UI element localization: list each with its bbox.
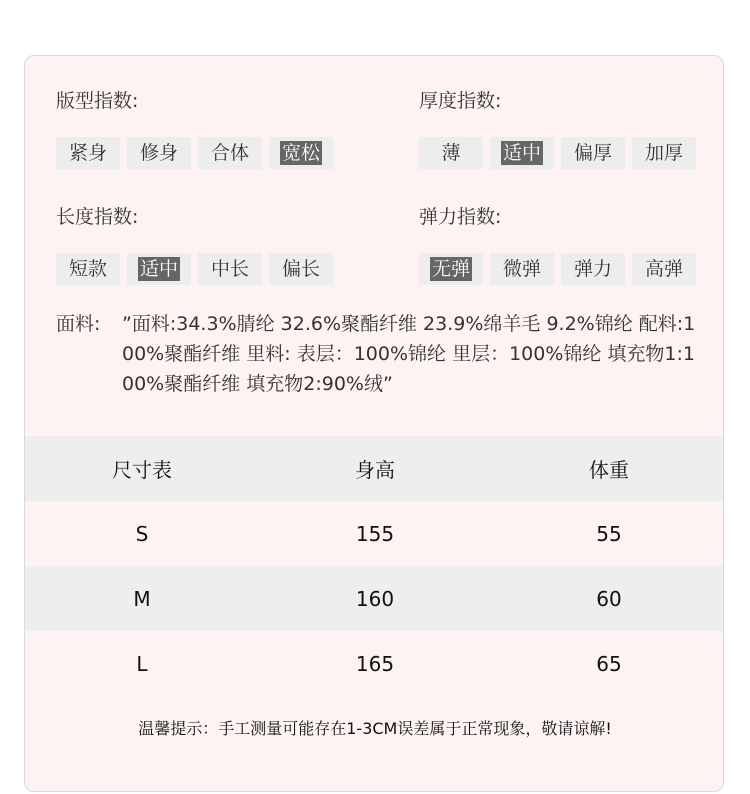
size-cell: L	[136, 651, 148, 676]
fabric-text: ”面料:34.3%腈纶 32.6%聚酯纤维 23.9%绵羊毛 9.2%锦纶 配料:100%聚酯纤维 里料: 表层：100%锦纶 里层：100%锦纶 填充物1:100%聚酯纤维 填充物2:90%绒”	[122, 313, 696, 395]
elasticity-index-title: 弹力指数:	[419, 206, 502, 228]
weight-cell: 55	[596, 521, 622, 546]
length-option	[269, 253, 333, 285]
weight-cell: 65	[596, 651, 622, 676]
header-weight: 体重	[589, 458, 629, 482]
size-cell: M	[133, 586, 151, 611]
fabric-label: 面料:	[56, 313, 101, 335]
fit-option-label: 宽松	[281, 142, 320, 164]
measurement-note: 温馨提示：手工测量可能存在1-3CM误差属于正常现象，敬请谅解!	[138, 719, 612, 738]
thickness-option-label: 适中	[502, 142, 541, 164]
length-option	[198, 253, 262, 285]
header-height: 身高	[355, 458, 395, 482]
thickness-index-group	[419, 89, 683, 164]
elasticity-option-label: 高弹	[644, 258, 683, 280]
height-cell: 155	[355, 521, 395, 546]
fit-option	[269, 137, 333, 169]
elasticity-index-group	[419, 205, 683, 280]
thickness-option-label: 薄	[441, 142, 461, 164]
length-option	[56, 253, 120, 285]
fit-option	[127, 137, 191, 169]
fit-index-title: 版型指数:	[56, 90, 139, 112]
size-info-card	[24, 55, 724, 792]
fit-option-label: 修身	[139, 142, 178, 164]
length-option-label: 偏长	[281, 258, 320, 280]
fit-option	[56, 137, 120, 169]
elasticity-option	[632, 253, 696, 285]
fit-option-label: 紧身	[68, 142, 107, 164]
fit-index-options	[56, 137, 340, 169]
elasticity-index-options	[419, 253, 703, 285]
length-index-title: 长度指数:	[56, 206, 139, 228]
thickness-index-options	[419, 137, 703, 169]
fit-option	[198, 137, 262, 169]
table-row	[25, 501, 724, 566]
table-row	[25, 631, 724, 696]
thickness-option-label: 偏厚	[573, 142, 612, 164]
size-table	[25, 436, 724, 696]
elasticity-option-label: 微弹	[502, 258, 541, 280]
weight-cell: 60	[596, 586, 622, 611]
elasticity-option-label: 弹力	[573, 258, 612, 280]
length-option	[127, 253, 191, 285]
length-option-label: 短款	[68, 258, 107, 280]
length-option-label: 中长	[210, 258, 249, 280]
height-cell: 165	[355, 651, 395, 676]
size-cell: S	[135, 521, 149, 546]
elasticity-option	[561, 253, 625, 285]
header-size-chart: 尺寸表	[112, 458, 172, 482]
thickness-option	[632, 137, 696, 169]
thickness-index-title: 厚度指数:	[419, 90, 502, 112]
fit-option-label: 合体	[210, 142, 249, 164]
thickness-option	[561, 137, 625, 169]
length-index-group	[56, 205, 320, 280]
length-index-options	[56, 253, 340, 285]
elasticity-option	[490, 253, 554, 285]
size-table-header	[25, 436, 724, 501]
table-row	[25, 566, 724, 631]
fit-index-group	[56, 89, 320, 164]
elasticity-option-label: 无弹	[431, 258, 470, 280]
elasticity-option	[419, 253, 483, 285]
height-cell: 160	[355, 586, 395, 611]
length-option-label: 适中	[139, 258, 178, 280]
thickness-option	[490, 137, 554, 169]
thickness-option-label: 加厚	[644, 142, 683, 164]
thickness-option	[419, 137, 483, 169]
